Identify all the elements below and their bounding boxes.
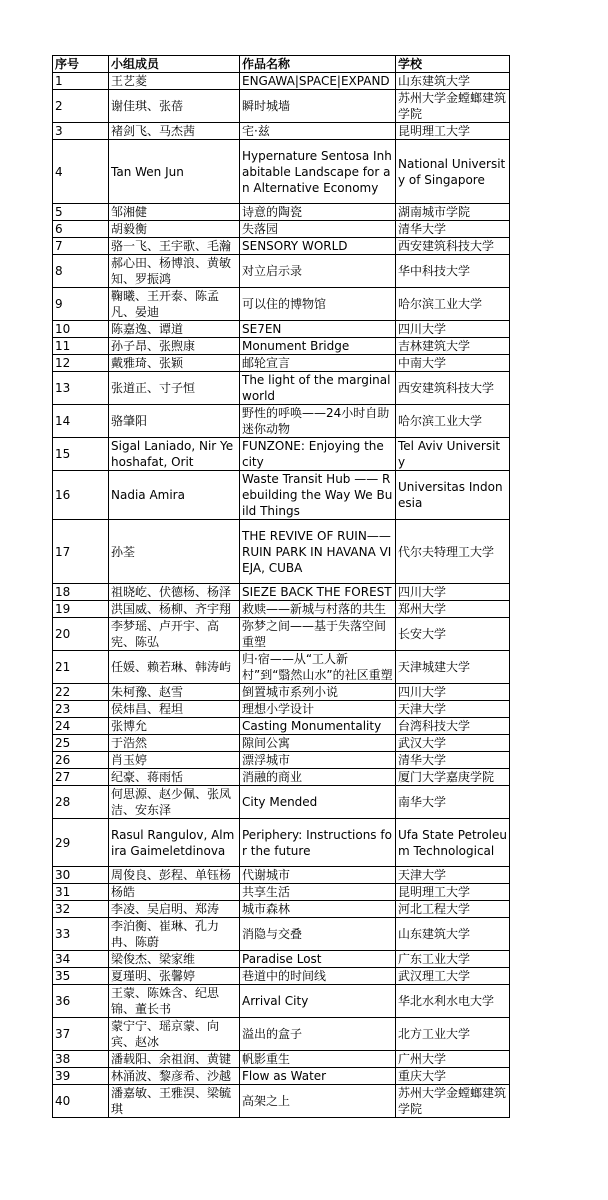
- cell-members: 杨皓: [109, 884, 240, 901]
- cell-members: 王艺菱: [109, 73, 240, 90]
- cell-school: 山东建筑大学: [396, 73, 510, 90]
- cell-number: 18: [53, 584, 109, 601]
- table-row: [53, 438, 510, 471]
- cell-number: 34: [53, 951, 109, 968]
- cell-number: 16: [53, 471, 109, 520]
- table-row: [53, 985, 510, 1018]
- cell-work-title: 宅·兹: [240, 123, 396, 140]
- table-row: [53, 90, 510, 123]
- header-members: 小组成员: [109, 56, 240, 73]
- cell-members: 李梦瑶、卢开宇、高宪、陈弘: [109, 618, 240, 651]
- table-row: [53, 123, 510, 140]
- cell-school: Ufa State Petroleum Technological: [396, 819, 510, 867]
- cell-members: Nadia Amira: [109, 471, 240, 520]
- table-row: [53, 471, 510, 520]
- table-row: [53, 238, 510, 255]
- cell-number: 39: [53, 1068, 109, 1085]
- cell-work-title: 消融的商业: [240, 769, 396, 786]
- cell-work-title: Casting Monumentality: [240, 718, 396, 735]
- cell-work-title: 帆影重生: [240, 1051, 396, 1068]
- table-row: [53, 140, 510, 204]
- cell-work-title: 弥梦之间——基于失落空间重塑: [240, 618, 396, 651]
- cell-members: 骆肇阳: [109, 405, 240, 438]
- cell-members: 纪豪、蒋雨恬: [109, 769, 240, 786]
- cell-school: 天津大学: [396, 867, 510, 884]
- cell-school: 郑州大学: [396, 601, 510, 618]
- cell-number: 25: [53, 735, 109, 752]
- header-row: [53, 56, 510, 73]
- cell-school: 山东建筑大学: [396, 918, 510, 951]
- cell-members: 张道正、寸子恒: [109, 372, 240, 405]
- cell-school: 重庆大学: [396, 1068, 510, 1085]
- table-row: [53, 951, 510, 968]
- cell-school: 清华大学: [396, 221, 510, 238]
- cell-school: Universitas Indonesia: [396, 471, 510, 520]
- table-row: [53, 73, 510, 90]
- cell-number: 19: [53, 601, 109, 618]
- cell-number: 15: [53, 438, 109, 471]
- table-row: [53, 867, 510, 884]
- cell-members: 骆一飞、王宇歌、毛瀚: [109, 238, 240, 255]
- cell-work-title: 邮轮宣言: [240, 355, 396, 372]
- cell-number: 36: [53, 985, 109, 1018]
- cell-work-title: 消隐与交叠: [240, 918, 396, 951]
- cell-number: 40: [53, 1085, 109, 1118]
- cell-number: 3: [53, 123, 109, 140]
- cell-work-title: Flow as Water: [240, 1068, 396, 1085]
- cell-members: 李泊衡、崔琳、孔力冉、陈蔚: [109, 918, 240, 951]
- cell-members: 蒙宁宁、瑶京蒙、向宾、赵冰: [109, 1018, 240, 1051]
- cell-school: 四川大学: [396, 321, 510, 338]
- cell-work-title: 救赎——新城与村落的共生: [240, 601, 396, 618]
- cell-work-title: 高架之上: [240, 1085, 396, 1118]
- cell-members: 谢佳琪、张蓓: [109, 90, 240, 123]
- cell-work-title: 诗意的陶瓷: [240, 204, 396, 221]
- cell-school: 南华大学: [396, 786, 510, 819]
- cell-school: 吉林建筑大学: [396, 338, 510, 355]
- cell-work-title: 对立启示录: [240, 255, 396, 288]
- cell-work-title: 可以住的博物馆: [240, 288, 396, 321]
- cell-members: 褚剑飞、马杰茜: [109, 123, 240, 140]
- cell-school: 广州大学: [396, 1051, 510, 1068]
- table-row: [53, 651, 510, 684]
- cell-number: 5: [53, 204, 109, 221]
- table-row: [53, 321, 510, 338]
- cell-number: 10: [53, 321, 109, 338]
- cell-members: Tan Wen Jun: [109, 140, 240, 204]
- cell-work-title: Hypernature Sentosa Inhabitable Landscape for an Alternative Economy: [240, 140, 396, 204]
- cell-members: 夏瑾明、张馨婷: [109, 968, 240, 985]
- cell-work-title: SIEZE BACK THE FOREST: [240, 584, 396, 601]
- cell-school: 哈尔滨工业大学: [396, 405, 510, 438]
- award-table: [52, 55, 510, 1118]
- cell-number: 13: [53, 372, 109, 405]
- table-row: [53, 288, 510, 321]
- cell-school: 天津城建大学: [396, 651, 510, 684]
- cell-number: 20: [53, 618, 109, 651]
- cell-school: 西安建筑科技大学: [396, 372, 510, 405]
- table-row: [53, 786, 510, 819]
- cell-number: 37: [53, 1018, 109, 1051]
- cell-school: National University of Singapore: [396, 140, 510, 204]
- cell-school: 四川大学: [396, 584, 510, 601]
- cell-school: 苏州大学金螳螂建筑学院: [396, 90, 510, 123]
- table-row: [53, 1085, 510, 1118]
- cell-members: 侯炜昌、程坦: [109, 701, 240, 718]
- cell-school: 哈尔滨工业大学: [396, 288, 510, 321]
- cell-work-title: 归·宿——从“工人新村”到“翳然山水”的社区重塑: [240, 651, 396, 684]
- cell-school: 台湾科技大学: [396, 718, 510, 735]
- table-row: [53, 255, 510, 288]
- cell-work-title: 巷道中的时间线: [240, 968, 396, 985]
- cell-members: 林涌波、黎彦希、沙越: [109, 1068, 240, 1085]
- table-row: [53, 718, 510, 735]
- cell-school: 长安大学: [396, 618, 510, 651]
- table-row: [53, 752, 510, 769]
- table-row: [53, 684, 510, 701]
- cell-number: 23: [53, 701, 109, 718]
- cell-work-title: 瞬时城墙: [240, 90, 396, 123]
- cell-number: 27: [53, 769, 109, 786]
- cell-members: 胡毅衡: [109, 221, 240, 238]
- cell-work-title: Arrival City: [240, 985, 396, 1018]
- cell-number: 8: [53, 255, 109, 288]
- cell-members: 戴雅琦、张颖: [109, 355, 240, 372]
- table-row: [53, 520, 510, 584]
- header-school: 学校: [396, 56, 510, 73]
- cell-number: 9: [53, 288, 109, 321]
- cell-number: 12: [53, 355, 109, 372]
- cell-work-title: SENSORY WORLD: [240, 238, 396, 255]
- award-table-sheet: [52, 55, 509, 1118]
- table-row: [53, 204, 510, 221]
- cell-number: 38: [53, 1051, 109, 1068]
- cell-members: 陈嘉逸、谭道: [109, 321, 240, 338]
- cell-work-title: 理想小学设计: [240, 701, 396, 718]
- cell-school: Tel Aviv University: [396, 438, 510, 471]
- cell-number: 29: [53, 819, 109, 867]
- cell-number: 11: [53, 338, 109, 355]
- cell-work-title: City Mended: [240, 786, 396, 819]
- cell-work-title: 失落园: [240, 221, 396, 238]
- table-row: [53, 918, 510, 951]
- cell-school: 代尔夫特理工大学: [396, 520, 510, 584]
- cell-number: 31: [53, 884, 109, 901]
- table-row: [53, 1051, 510, 1068]
- table-row: [53, 355, 510, 372]
- cell-members: 孙子昂、张煦康: [109, 338, 240, 355]
- cell-members: 张博允: [109, 718, 240, 735]
- cell-work-title: 漂浮城市: [240, 752, 396, 769]
- table-row: [53, 338, 510, 355]
- cell-members: 王蒙、陈姝含、纪思锦、董长书: [109, 985, 240, 1018]
- cell-number: 28: [53, 786, 109, 819]
- cell-number: 30: [53, 867, 109, 884]
- cell-number: 7: [53, 238, 109, 255]
- cell-work-title: 倒置城市系列小说: [240, 684, 396, 701]
- cell-school: 广东工业大学: [396, 951, 510, 968]
- table-row: [53, 735, 510, 752]
- cell-work-title: Periphery: Instructions for the future: [240, 819, 396, 867]
- cell-school: 苏州大学金螳螂建筑学院: [396, 1085, 510, 1118]
- cell-members: 潘嘉敏、王雅淏、梁毓琪: [109, 1085, 240, 1118]
- cell-number: 33: [53, 918, 109, 951]
- cell-number: 22: [53, 684, 109, 701]
- cell-school: 武汉大学: [396, 735, 510, 752]
- cell-school: 华中科技大学: [396, 255, 510, 288]
- cell-members: 祖晓屹、伏德杨、杨泽: [109, 584, 240, 601]
- cell-members: Rasul Rangulov, Almira Gaimeletdinova: [109, 819, 240, 867]
- cell-members: 朱柯豫、赵雪: [109, 684, 240, 701]
- header-number: 序号: [53, 56, 109, 73]
- table-row: [53, 601, 510, 618]
- cell-members: 鞠曦、王开泰、陈孟凡、晏迪: [109, 288, 240, 321]
- cell-number: 2: [53, 90, 109, 123]
- cell-school: 湖南城市学院: [396, 204, 510, 221]
- table-row: [53, 968, 510, 985]
- cell-members: 任媛、赖若琳、韩涛屿: [109, 651, 240, 684]
- cell-school: 厦门大学嘉庚学院: [396, 769, 510, 786]
- cell-number: 26: [53, 752, 109, 769]
- cell-work-title: 代谢城市: [240, 867, 396, 884]
- cell-members: 周俊良、彭程、单钰杨: [109, 867, 240, 884]
- cell-number: 17: [53, 520, 109, 584]
- cell-school: 华北水利水电大学: [396, 985, 510, 1018]
- table-row: [53, 1068, 510, 1085]
- cell-members: 梁俊杰、梁家维: [109, 951, 240, 968]
- cell-work-title: Monument Bridge: [240, 338, 396, 355]
- cell-work-title: ENGAWA|SPACE|EXPAND: [240, 73, 396, 90]
- cell-school: 四川大学: [396, 684, 510, 701]
- table-row: [53, 769, 510, 786]
- cell-work-title: FUNZONE: Enjoying the city: [240, 438, 396, 471]
- cell-members: 潘载阳、余祖润、黄键: [109, 1051, 240, 1068]
- table-row: [53, 405, 510, 438]
- cell-school: 中南大学: [396, 355, 510, 372]
- cell-work-title: Waste Transit Hub —— Rebuilding the Way We Build Things: [240, 471, 396, 520]
- cell-number: 24: [53, 718, 109, 735]
- cell-number: 21: [53, 651, 109, 684]
- cell-work-title: THE REVIVE OF RUIN——RUIN PARK IN HAVANA VIEJA, CUBA: [240, 520, 396, 584]
- cell-work-title: The light of the marginal world: [240, 372, 396, 405]
- cell-number: 6: [53, 221, 109, 238]
- header-work-title: 作品名称: [240, 56, 396, 73]
- cell-number: 14: [53, 405, 109, 438]
- cell-number: 32: [53, 901, 109, 918]
- cell-school: 北方工业大学: [396, 1018, 510, 1051]
- cell-work-title: 共享生活: [240, 884, 396, 901]
- cell-members: 洪国威、杨柳、齐宇翔: [109, 601, 240, 618]
- table-row: [53, 584, 510, 601]
- cell-school: 昆明理工大学: [396, 123, 510, 140]
- table-row: [53, 901, 510, 918]
- cell-work-title: 城市森林: [240, 901, 396, 918]
- cell-members: 孙荃: [109, 520, 240, 584]
- table-body: [53, 73, 510, 1118]
- cell-members: 肖玉婷: [109, 752, 240, 769]
- table-row: [53, 701, 510, 718]
- cell-work-title: 溢出的盒子: [240, 1018, 396, 1051]
- cell-members: 郝心田、杨博浪、黄敏知、罗振鸿: [109, 255, 240, 288]
- cell-work-title: SE7EN: [240, 321, 396, 338]
- table-row: [53, 1018, 510, 1051]
- cell-members: 邹湘健: [109, 204, 240, 221]
- cell-work-title: 野性的呼唤——24小时自助迷你动物: [240, 405, 396, 438]
- cell-school: 武汉理工大学: [396, 968, 510, 985]
- table-row: [53, 372, 510, 405]
- cell-number: 1: [53, 73, 109, 90]
- cell-number: 4: [53, 140, 109, 204]
- cell-members: 于浩然: [109, 735, 240, 752]
- table-row: [53, 221, 510, 238]
- cell-work-title: Paradise Lost: [240, 951, 396, 968]
- cell-school: 河北工程大学: [396, 901, 510, 918]
- table-row: [53, 819, 510, 867]
- cell-members: Sigal Laniado, Nir Yehoshafat, Orit: [109, 438, 240, 471]
- cell-number: 35: [53, 968, 109, 985]
- cell-members: 何思源、赵少佩、张凤洁、安东泽: [109, 786, 240, 819]
- table-row: [53, 884, 510, 901]
- cell-school: 昆明理工大学: [396, 884, 510, 901]
- cell-members: 李凌、吴启明、郑涛: [109, 901, 240, 918]
- cell-school: 天津大学: [396, 701, 510, 718]
- cell-school: 西安建筑科技大学: [396, 238, 510, 255]
- table-row: [53, 618, 510, 651]
- cell-school: 清华大学: [396, 752, 510, 769]
- cell-work-title: 隙间公寓: [240, 735, 396, 752]
